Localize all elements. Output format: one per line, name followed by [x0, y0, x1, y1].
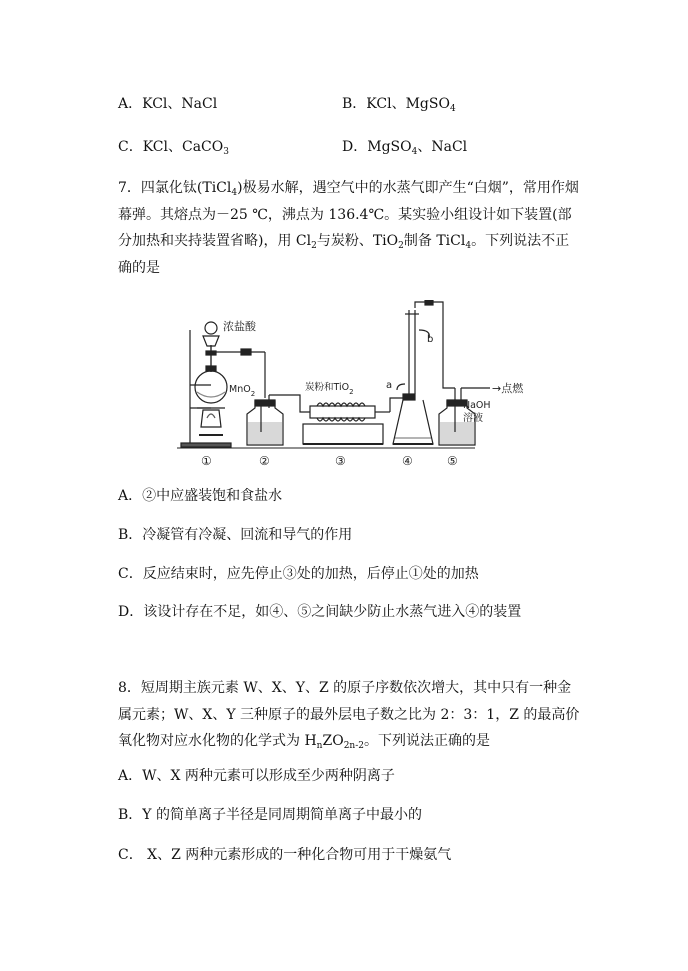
label-4: ④	[402, 454, 413, 468]
label-mno2: MnO$_2$	[229, 384, 256, 398]
label-1: ①	[201, 454, 212, 468]
q7-option-a: A．②中应盛装饱和食盐水	[118, 488, 283, 504]
label-ignite: →点燃	[492, 382, 524, 395]
q8-option-b: B．Y 的简单离子半径是同周期简单离子中最小的	[118, 807, 422, 823]
q6-option-c: C．KCl、CaCO$_3$	[118, 139, 229, 157]
label-b: b	[427, 334, 434, 345]
label-5: ⑤	[447, 454, 458, 468]
label-solution: 溶液	[463, 413, 483, 424]
q7-option-c: C．反应结束时，应先停止③处的加热，后停止①处的加热	[118, 566, 479, 582]
q8-option-a: A．W、X 两种元素可以形成至少两种阴离子	[118, 768, 395, 784]
apparatus-2-washing-bottle	[247, 395, 310, 445]
label-carbon-tio2: 炭粉和TiO$_2$	[305, 382, 354, 396]
label-a: a	[386, 380, 393, 391]
label-naoh: NaOH	[463, 400, 491, 411]
q7-stem: 7．四氯化钛(TiCl$_4$)极易水解，遇空气中的水蒸气即产生“白烟”，常用作烟幕弹。其熔点为－25 ℃，沸点为 136.4℃。某实验小组设计如下装置(部分加热和夹持装置省略)，用 $Cl_2$与炭粉、TiO$_2$制备 TiCl$_4$。下列说法不正确的是	[118, 180, 579, 276]
q8-stem: 8．短周期主族元素 W、X、Y、Z 的原子序数依次增大，其中只有一种金属元素；W、X、Y 三种原子的最外层电子数之比为 2：3：1，Z 的最高价氧化物对应水化物的化学式为 $H_nZO_{2n-2}$。下列说法正确的是	[118, 680, 580, 751]
label-2: ②	[259, 454, 270, 468]
apparatus-3-tube-furnace	[303, 398, 403, 444]
q6-option-a: A．KCl、NaCl	[118, 96, 218, 112]
q7-option-d: D．该设计存在不足，如④、⑤之间缺少防止水蒸气进入④的装置	[118, 604, 522, 620]
q7-option-b: B．冷凝管有冷凝、回流和导气的作用	[118, 527, 353, 543]
q8-option-c: C． X、Z 两种元素形成的一种化合物可用于干燥氨气	[118, 847, 452, 863]
q6-option-d: D．MgSO$_4$、NaCl	[342, 139, 468, 157]
q6-option-b: B．KCl、MgSO$_4$	[342, 96, 456, 114]
apparatus-diagram	[175, 300, 555, 472]
label-concentrated-hcl: 浓盐酸	[223, 320, 256, 333]
label-3: ③	[335, 454, 346, 468]
